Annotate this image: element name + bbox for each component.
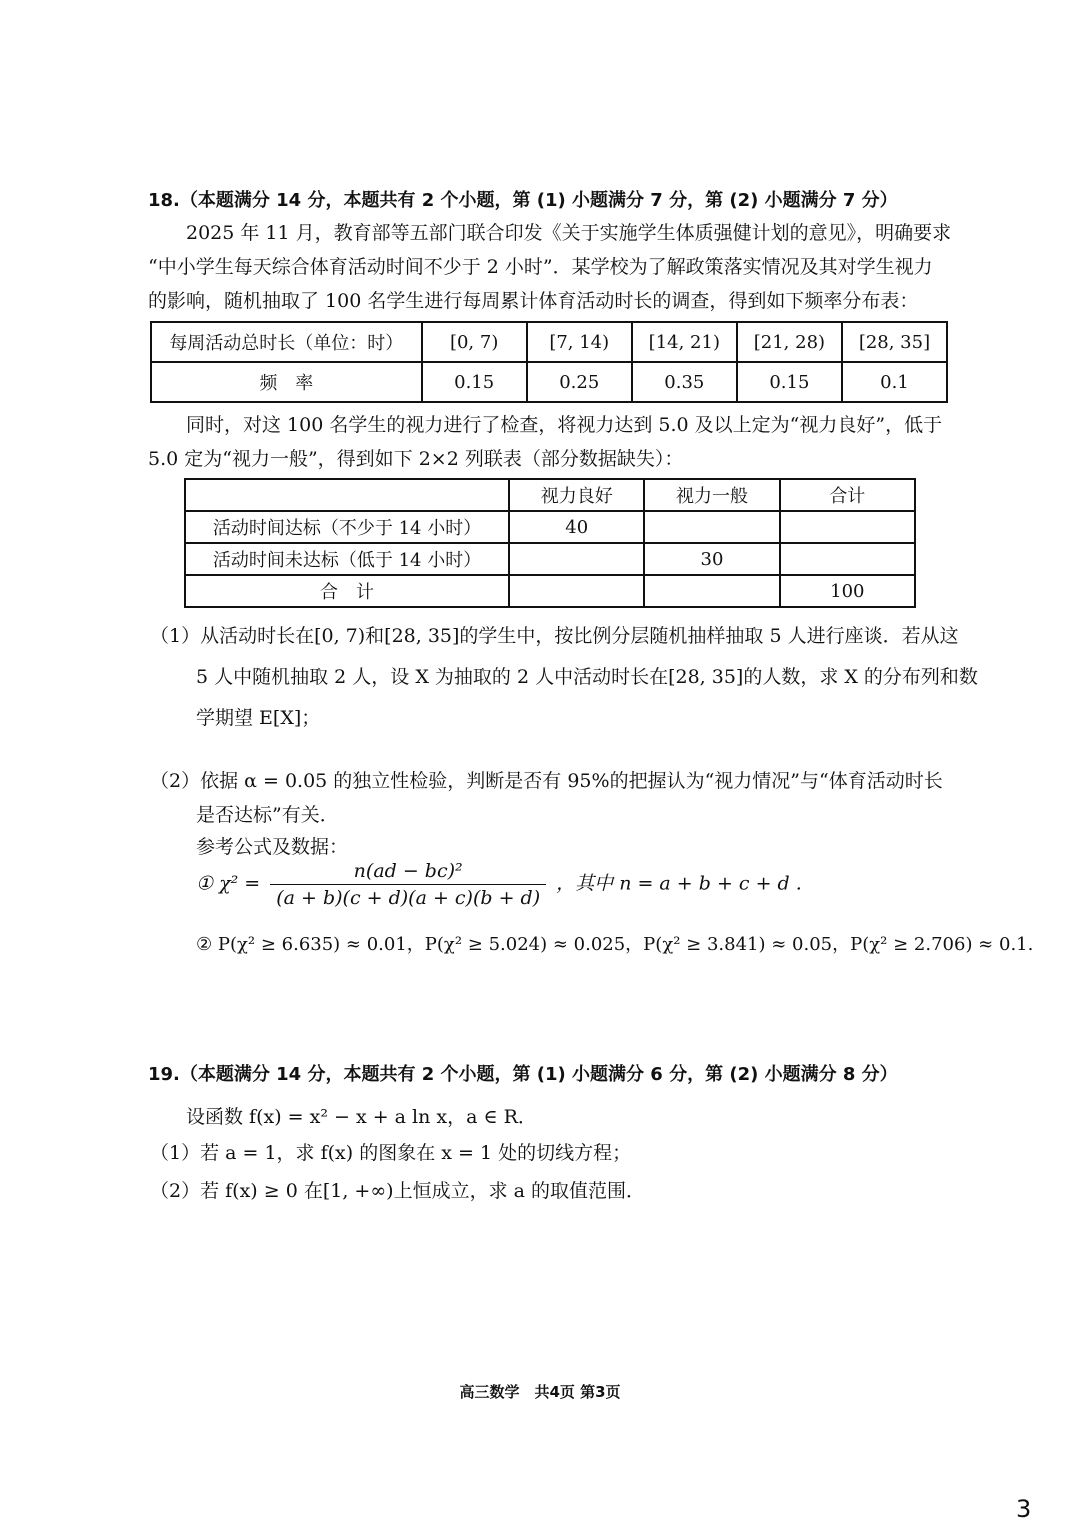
q18-mid-line2: 5.0 定为“视力一般”，得到如下 2×2 列联表（部分数据缺失）： bbox=[148, 448, 684, 470]
ct-cell bbox=[780, 511, 915, 543]
ct-row-label: 活动时间达标（不少于 14 小时） bbox=[185, 511, 509, 543]
q19-header: 19.（本题满分 14 分，本题共有 2 个小题，第 (1) 小题满分 6 分，第 (2) 小题满分 8 分） bbox=[148, 1064, 898, 1085]
ct-header: 视力一般 bbox=[644, 479, 779, 511]
freq-value: 0.25 bbox=[527, 362, 632, 402]
ct-row-label: 活动时间未达标（低于 14 小时） bbox=[185, 543, 509, 575]
table-row bbox=[185, 575, 915, 607]
ct-header bbox=[185, 479, 509, 511]
table-row bbox=[185, 511, 915, 543]
reference-data: ② P(χ² ≥ 6.635) ≈ 0.01，P(χ² ≥ 5.024) ≈ 0.025，P(χ² ≥ 3.841) ≈ 0.05，P(χ² ≥ 2.706) ≈ 0.1. bbox=[196, 934, 1034, 955]
q18-part2-line1: （2）依据 α = 0.05 的独立性检验，判断是否有 95%的把握认为“视力情况”与“体育活动时长 bbox=[150, 770, 943, 792]
q18-header: 18.（本题满分 14 分，本题共有 2 个小题，第 (1) 小题满分 7 分，第 (2) 小题满分 7 分） bbox=[148, 190, 898, 211]
corner-page-number: 3 bbox=[1016, 1495, 1032, 1523]
q18-intro-line3: 的影响，随机抽取了 100 名学生进行每周累计体育活动时长的调查，得到如下频率分布表： bbox=[148, 290, 919, 312]
freq-value: 0.1 bbox=[842, 362, 947, 402]
freq-row1-label: 每周活动总时长（单位：时） bbox=[151, 322, 422, 362]
page-footer: 高三数学 共4页 第3页 bbox=[459, 1383, 621, 1401]
ct-cell: 100 bbox=[780, 575, 915, 607]
ct-header: 视力良好 bbox=[509, 479, 644, 511]
q18-intro-line1: 2025 年 11 月，教育部等五部门联合印发《关于实施学生体质强健计划的意见》，明确要求 bbox=[186, 222, 952, 244]
q19-part2: （2）若 f(x) ≥ 0 在[1, +∞)上恒成立，求 a 的取值范围． bbox=[150, 1180, 645, 1202]
freq-value: 0.15 bbox=[422, 362, 527, 402]
q18-intro-line2: “中小学生每天综合体育活动时间不少于 2 小时”．某学校为了解政策落实情况及其对学生视力 bbox=[148, 256, 933, 278]
q18-mid-line1: 同时，对这 100 名学生的视力进行了检查，将视力达到 5.0 及以上定为“视力良好”，低于 bbox=[186, 414, 943, 436]
formula-suffix: ，其中 n = a + b + c + d . bbox=[556, 872, 802, 895]
freq-value: 0.35 bbox=[632, 362, 737, 402]
table-row bbox=[185, 543, 915, 575]
formula-fraction bbox=[270, 858, 546, 911]
freq-interval: [0, 7) bbox=[422, 322, 527, 362]
table-row bbox=[151, 322, 947, 362]
table-row bbox=[151, 362, 947, 402]
contingency-table bbox=[184, 478, 916, 608]
frequency-table bbox=[150, 321, 948, 403]
freq-interval: [28, 35] bbox=[842, 322, 947, 362]
q19-intro: 设函数 f(x) = x² − x + a ln x，a ∈ R． bbox=[186, 1106, 537, 1128]
q18-part2-line2: 是否达标”有关． bbox=[196, 804, 339, 826]
freq-interval: [21, 28) bbox=[737, 322, 842, 362]
formula-denominator: (a + b)(c + d)(a + c)(b + d) bbox=[276, 887, 541, 909]
ct-row-label: 合 计 bbox=[185, 575, 509, 607]
table-row bbox=[185, 479, 915, 511]
reference-title: 参考公式及数据： bbox=[196, 836, 349, 858]
freq-value: 0.15 bbox=[737, 362, 842, 402]
ct-cell bbox=[509, 575, 644, 607]
q18-part1-line1: （1）从活动时长在[0, 7)和[28, 35]的学生中，按比例分层随机抽样抽取 5 人进行座谈．若从这 bbox=[150, 625, 959, 647]
q18-part1-line3: 学期望 E[X]； bbox=[196, 707, 321, 729]
ct-cell: 30 bbox=[644, 543, 779, 575]
ct-cell bbox=[644, 575, 779, 607]
q19-part1: （1）若 a = 1，求 f(x) 的图象在 x = 1 处的切线方程； bbox=[150, 1142, 632, 1164]
ct-cell bbox=[644, 511, 779, 543]
ct-header: 合计 bbox=[780, 479, 915, 511]
formula-numerator: n(ad − bc)² bbox=[270, 858, 546, 885]
chi-square-formula bbox=[196, 858, 802, 911]
freq-interval: [14, 21) bbox=[632, 322, 737, 362]
freq-interval: [7, 14) bbox=[527, 322, 632, 362]
q18-part1-line2: 5 人中随机抽取 2 人，设 X 为抽取的 2 人中活动时长在[28, 35]的人数，求 X 的分布列和数 bbox=[196, 666, 978, 688]
ct-cell bbox=[509, 543, 644, 575]
ct-cell: 40 bbox=[509, 511, 644, 543]
ct-cell bbox=[780, 543, 915, 575]
freq-row2-label: 频 率 bbox=[151, 362, 422, 402]
formula-prefix: ① χ² = bbox=[196, 872, 261, 895]
